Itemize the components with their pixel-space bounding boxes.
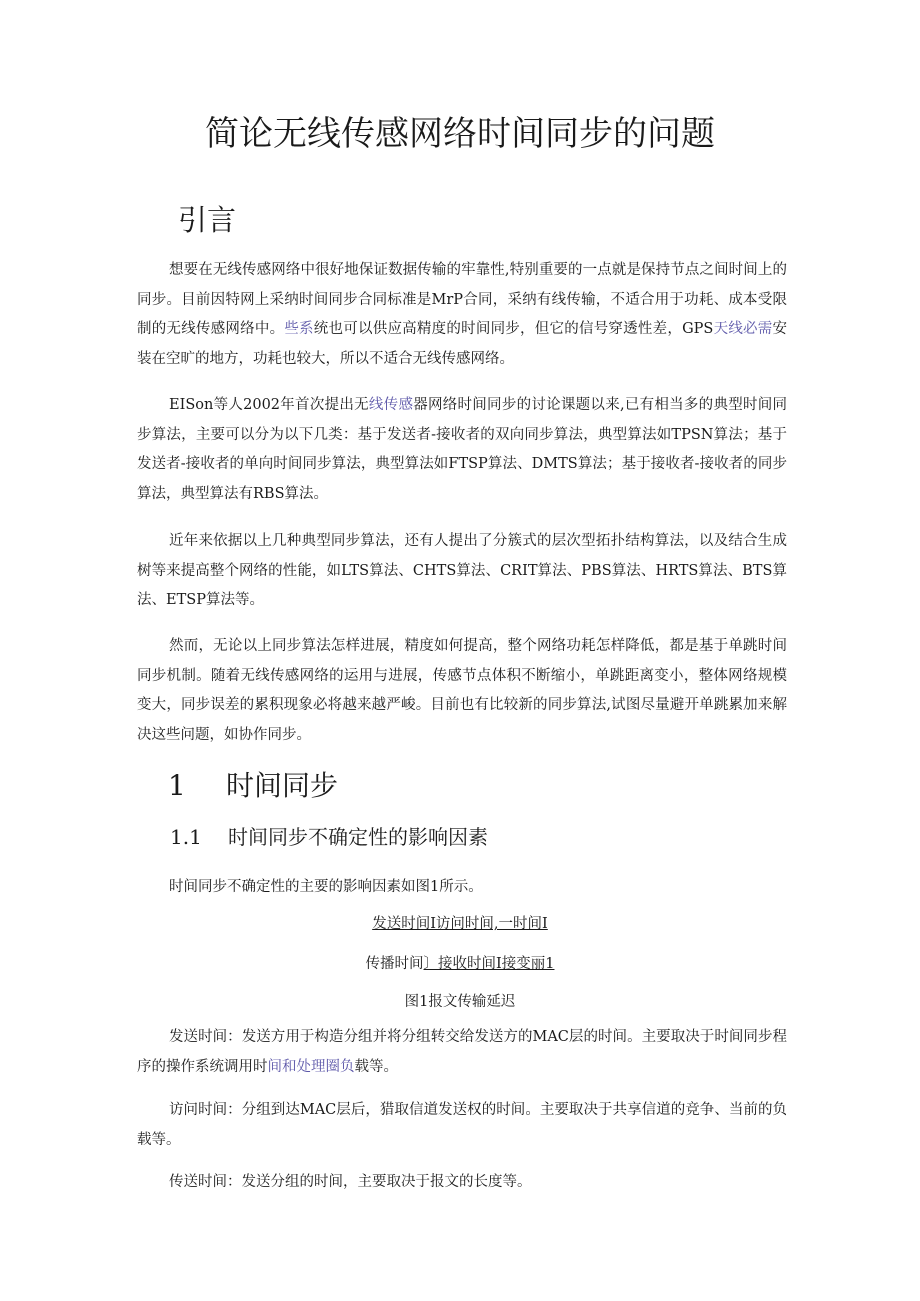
section-1-heading (168, 766, 338, 806)
intro-paragraph-1 (137, 256, 787, 374)
intro-p1-text-a: 想要在无线传感网络中很好地保证数据传输的牢靠性,特别重要的一点就是保持节点之间时间上的同步。目前因特网上采纳时间同步合同标准是MrP合同，采纳有线传输，不适合用于功耗、成本受限制的无线传感网络中。 (137, 262, 787, 337)
section-1-1-heading (170, 822, 488, 852)
intro-paragraph-3: 近年来依据以上几种典型同步算法，还有人提出了分簇式的层次型拓扑结构算法，以及结合生成树等来提高整个网络的性能，如LTS算法、CHTS算法、CRIT算法、PBS算法、HRTS算法、BTS算法、ETSP算法等。 (137, 533, 787, 608)
send-time-text-b: 载等。 (354, 1058, 398, 1075)
intro-p2-link[interactable]: 线传感 (368, 397, 414, 413)
intro-paragraph-2 (137, 391, 787, 509)
figure-1-line-1-text: 发送时间I访问时间,一时间I (372, 916, 548, 932)
section-1-title: 时间同步 (226, 769, 339, 802)
figure-1-line-2 (0, 952, 920, 976)
figure-1-line-2-prefix: 传播时间 (365, 956, 424, 972)
document-title: 简论无线传感网络时间同步的问题 (205, 114, 715, 154)
section-1-number: 1 (168, 769, 186, 802)
send-time-text-a: 发送时间：发送方用于构造分组并将分组转交给发送方的MAC层的时间。主要取决于时间同步程序的操作系统调用时 (137, 1029, 787, 1075)
intro-p2-text-a: EISon等人2002年首次提出无 (169, 397, 369, 413)
section-1-1-number: 1.1 (170, 825, 202, 849)
section-1-1-title: 时间同步不确定性的影响因素 (228, 825, 488, 849)
section-paragraph-send-time (137, 1023, 787, 1082)
section-paragraph-access-time: 访问时间：分组到达MAC层后，猎取信道发送权的时间。主要取决于共享信道的竞争、当前的负载等。 (137, 1102, 787, 1148)
section-paragraph-figure-ref: 时间同步不确定性的主要的影响因素如图1所示。 (169, 879, 483, 895)
figure-1-line-1 (0, 912, 920, 936)
intro-heading: 引言 (178, 203, 237, 237)
figure-1-caption: 图1报文传输延迟 (404, 994, 516, 1010)
intro-p1-link-2[interactable]: 天线必需 (713, 321, 773, 337)
section-paragraph-transmit-time: 传送时间：发送分组的时间，主要取决于报文的长度等。 (169, 1174, 532, 1190)
intro-p2-text-b: 器网络时间同步的讨论课题以来,已有相当多的典型时间同步算法，主要可以分为以下几类：基于发送者-接收者的双向同步算法，典型算法如TPSN算法；基于发送者-接收者的单向时间同步算法，典型算法如FTSP算法、DMTS算法；基于接收者-接收者的同步算法，典型算法有RBS算法。 (137, 397, 788, 502)
intro-p1-text-c: 安装在空旷的地方，功耗也较大，所以不适合无线传感网络。 (137, 321, 788, 367)
intro-paragraph-4: 然而，无论以上同步算法怎样进展，精度如何提高，整个网络功耗怎样降低，都是基于单跳时间同步机制。随着无线传感网络的运用与进展，传感节点体积不断缩小，单跳距离变小，整体网络规模变大，同步误差的累积现象必将越来越严峻。目前也有比较新的同步算法,试图尽量避开单跳累加来解决这些问题，如协作同步。 (137, 638, 787, 743)
send-time-link[interactable]: 间和处理圈负 (267, 1058, 355, 1075)
intro-p1-text-b: 统也可以供应高精度的时间同步，但它的信号穿透性差，GPS (313, 321, 714, 337)
intro-p1-link-1[interactable]: 些系 (284, 321, 314, 337)
figure-1-line-2-underlined: 〕接收时间I接变丽1 (423, 956, 555, 972)
